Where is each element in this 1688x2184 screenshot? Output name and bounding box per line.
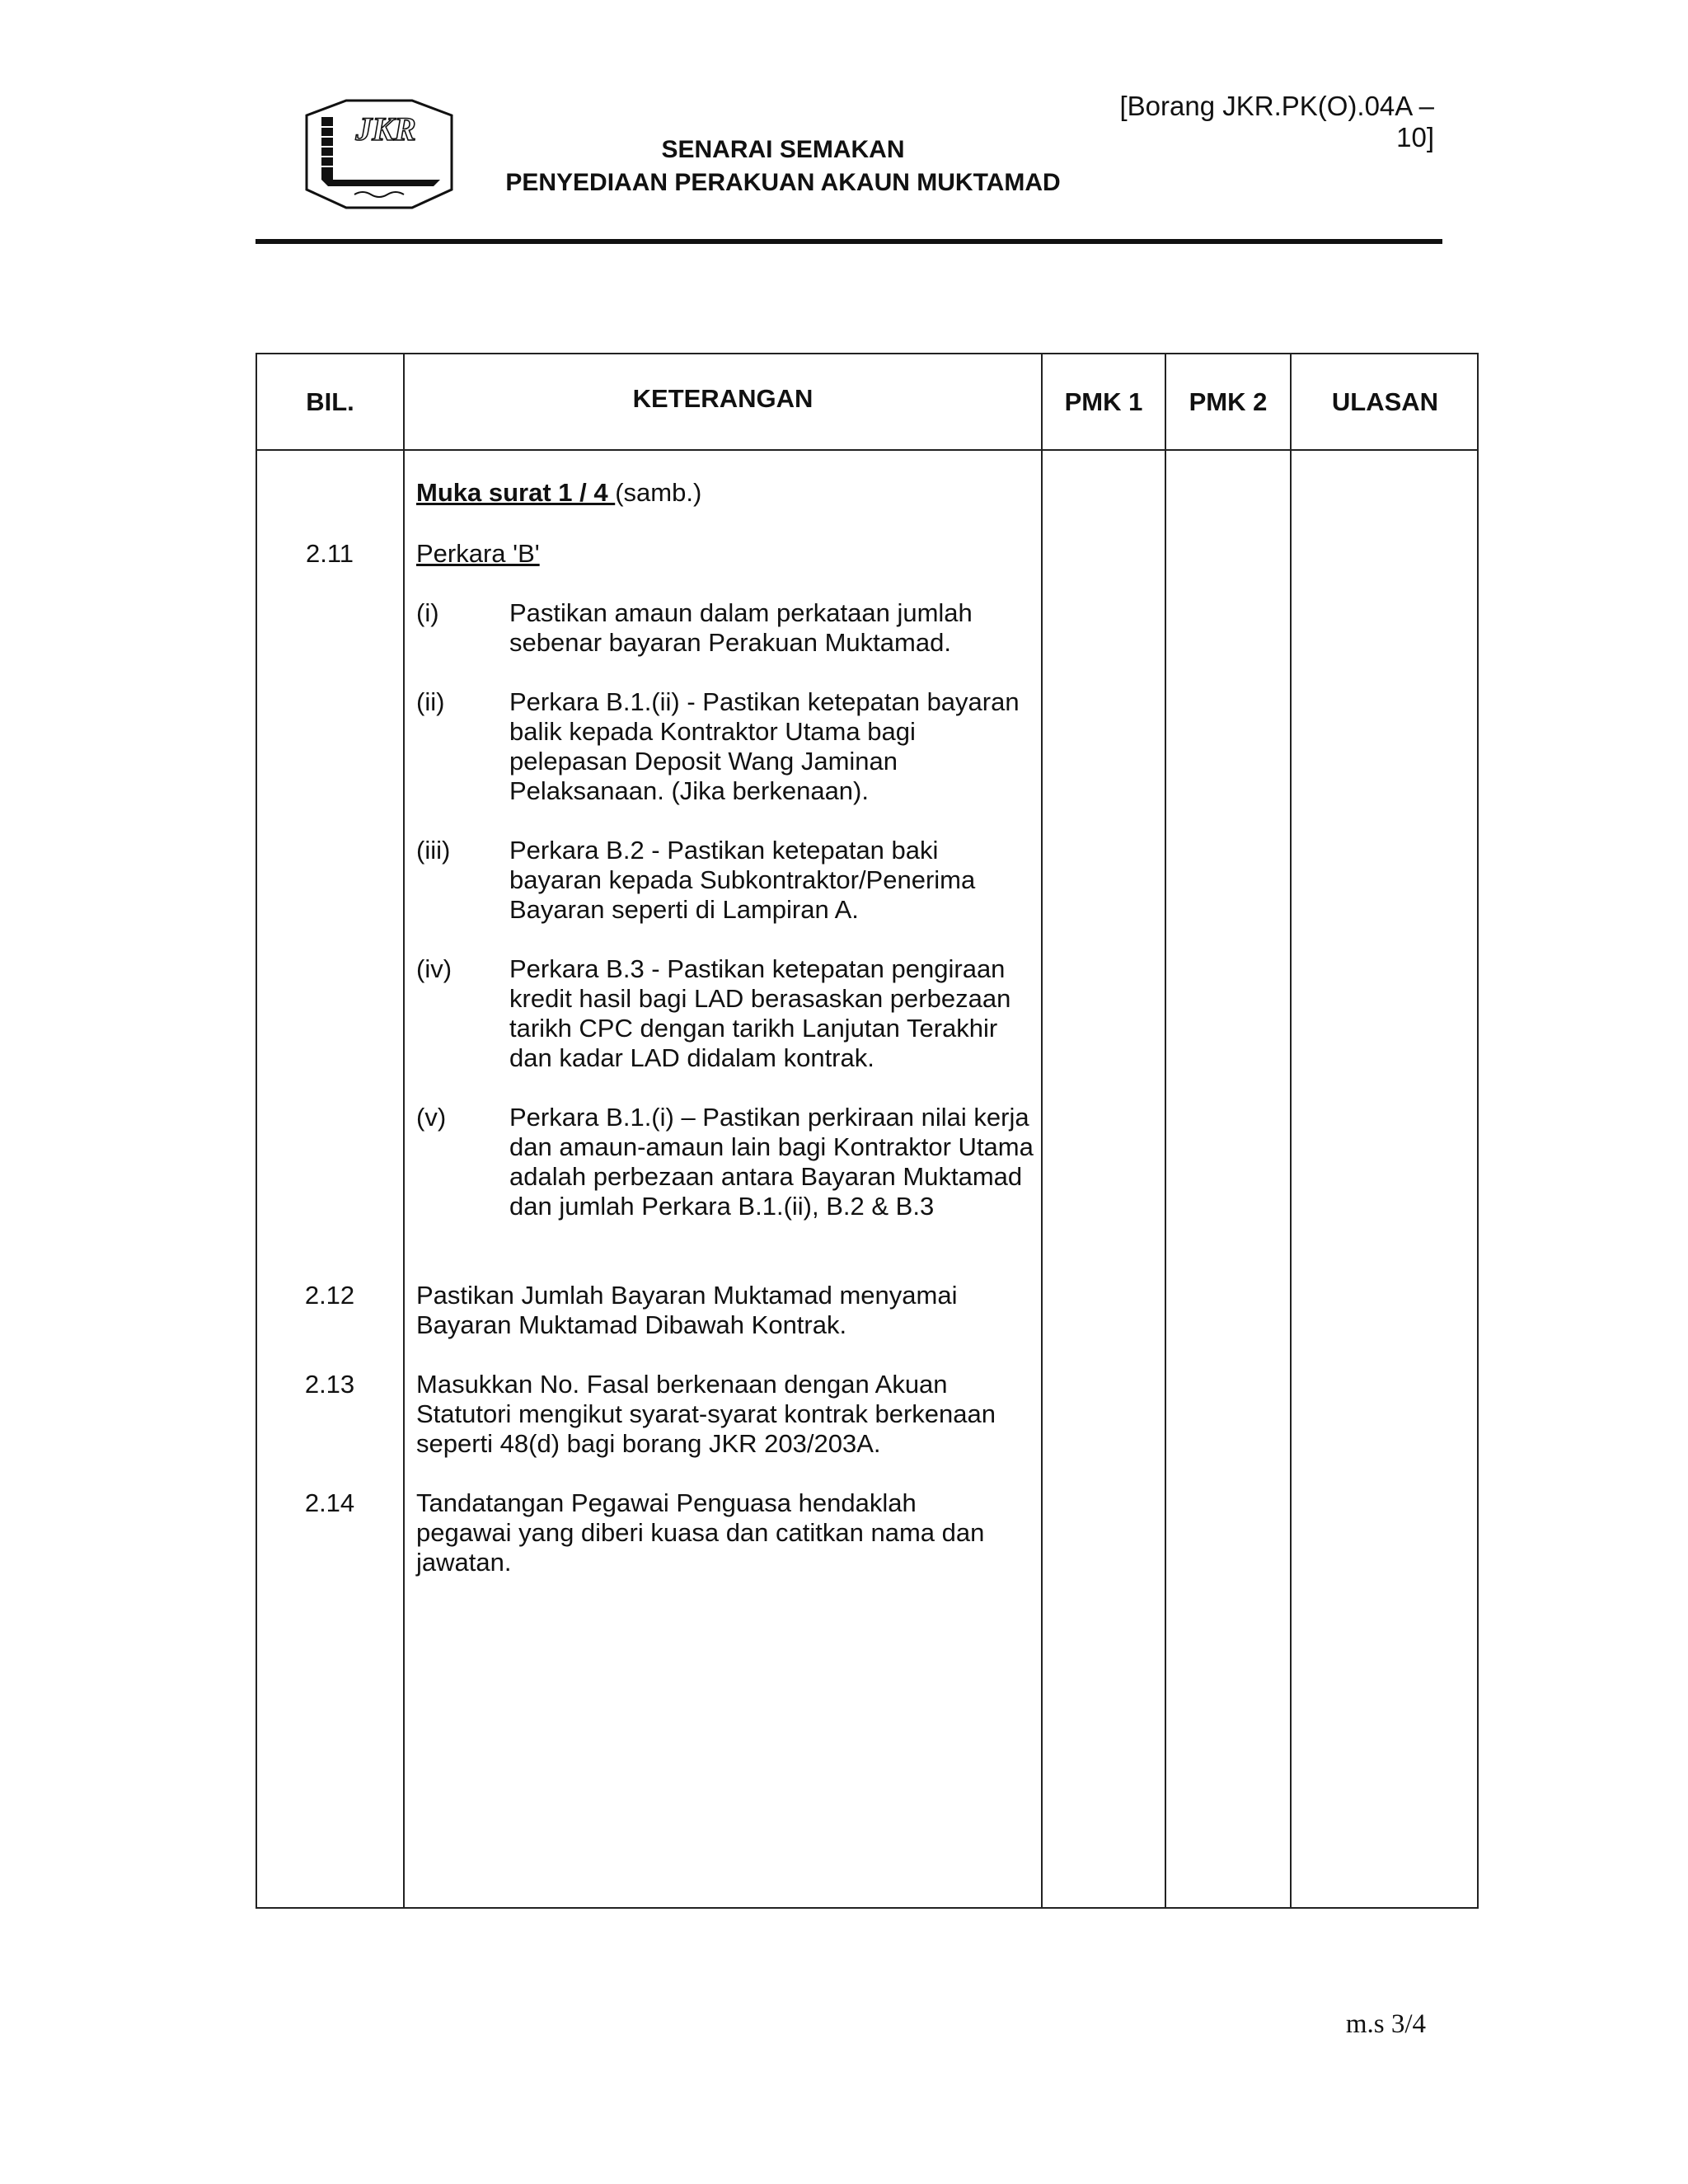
header-pmk1: PMK 1	[1064, 387, 1143, 416]
item-text: Pastikan Jumlah Bayaran Muktamad menyamai Bayaran Muktamad Dibawah Kontrak.	[416, 1281, 958, 1339]
subitem-text: Perkara B.2 - Pastikan ketepatan baki bayaran kepada Subkontraktor/Penerima Bayaran seperti di Lampiran A.	[509, 836, 976, 924]
item-label: Perkara 'B'	[416, 539, 540, 568]
section-heading	[416, 478, 701, 508]
item-text: Tandatangan Pegawai Penguasa hendaklah pegawai yang diberi kuasa dan catitkan nama dan jawatan.	[416, 1488, 985, 1577]
col-divider-keterangan	[1041, 354, 1043, 1907]
item-number: 2.11	[305, 539, 354, 568]
header-bil: BIL.	[306, 387, 354, 416]
title-line-2: PENYEDIAAN PERAKUAN AKAUN MUKTAMAD	[505, 169, 1061, 196]
subitem-text: Perkara B.3 - Pastikan ketepatan pengiraan kredit hasil bagi LAD berasaskan perbezaan tarikh CPC dengan tarikh Lanjutan Terakhir dan kadar LAD didalam kontrak.	[509, 954, 1011, 1072]
jkr-logo-icon	[297, 97, 462, 213]
subitem-text: Perkara B.1.(ii) - Pastikan ketepatan bayaran balik kepada Kontraktor Utama bagi pelepasan Deposit Wang Jaminan Pelaksanaan. (Jika berkenaan).	[509, 687, 1020, 805]
subitem-text: Pastikan amaun dalam perkataan jumlah sebenar bayaran Perakuan Muktamad.	[509, 598, 973, 657]
header-pmk2: PMK 2	[1189, 387, 1268, 416]
document-title	[486, 134, 1080, 199]
col-divider-pmk2	[1290, 354, 1292, 1907]
col-divider-pmk1	[1165, 354, 1166, 1907]
subitem-roman: (i)	[416, 598, 439, 627]
form-code: [Borang JKR.PK(O).04A – 10]	[1119, 91, 1434, 152]
header-ulasan: ULASAN	[1331, 387, 1439, 416]
subitem-roman: (iv)	[416, 954, 452, 983]
item-number: 2.13	[304, 1370, 355, 1399]
subitem-roman: (v)	[416, 1103, 447, 1132]
subitem-text: Perkara B.1.(i) – Pastikan perkiraan nilai kerja dan amaun-amaun lain bagi Kontraktor Utama adalah perbezaan antara Bayaran Muktamad dan jumlah Perkara B.1.(ii), B.2 & B.3	[509, 1103, 1034, 1221]
section-heading-label: Muka surat 1 / 4	[416, 478, 616, 507]
page-number: m.s 3/4	[1345, 2009, 1426, 2039]
logo-text: JKR	[355, 110, 416, 148]
header-keterangan: KETERANGAN	[632, 384, 814, 413]
item-number: 2.12	[304, 1281, 355, 1310]
subitem-roman: (iii)	[416, 836, 451, 865]
title-line-1: SENARAI SEMAKAN	[661, 136, 905, 163]
section-heading-suffix: (samb.)	[615, 478, 702, 507]
item-number: 2.14	[304, 1488, 355, 1517]
col-divider-bil	[403, 354, 405, 1907]
item-text: Masukkan No. Fasal berkenaan dengan Akuan Statutori mengikut syarat-syarat kontrak berkenaan seperti 48(d) bagi borang JKR 203/203A.	[416, 1370, 996, 1458]
header-rule	[256, 239, 1442, 244]
subitem-roman: (ii)	[416, 687, 445, 716]
